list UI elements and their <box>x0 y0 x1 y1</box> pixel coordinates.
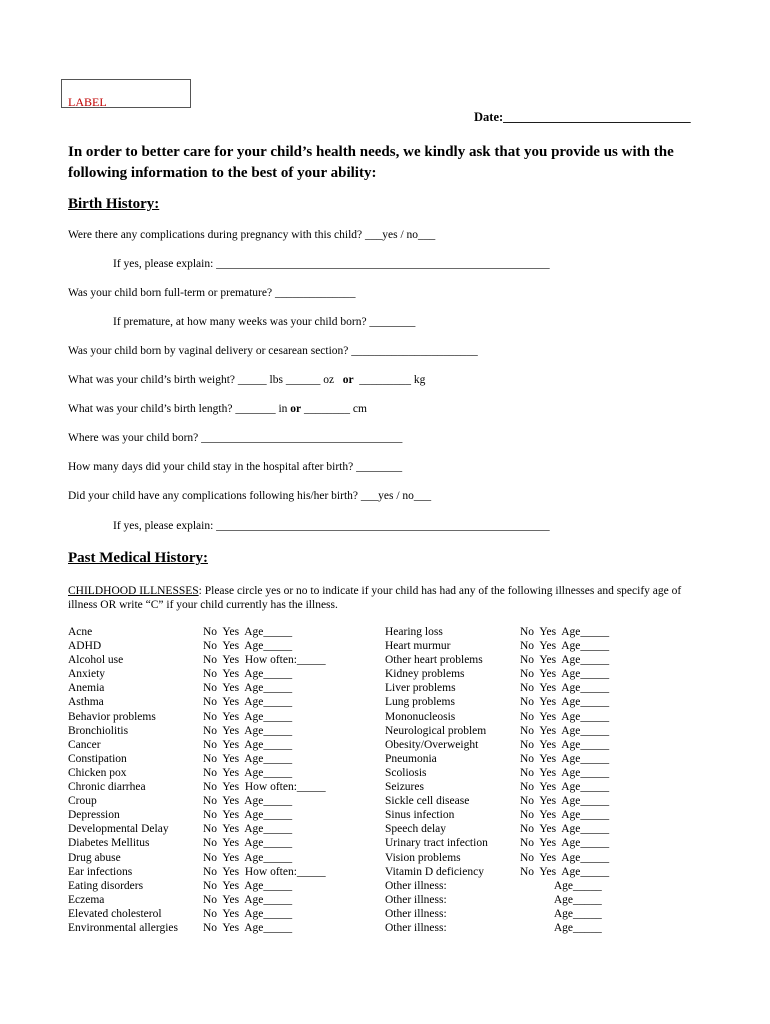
illness-answer[interactable]: No Yes How often:_____ <box>203 865 326 878</box>
illness-answer[interactable]: Age_____ <box>520 893 602 906</box>
illness-name: Sickle cell disease <box>385 795 470 808</box>
illness-name: Depression <box>68 809 120 822</box>
illness-answer[interactable]: No Yes Age_____ <box>203 724 293 737</box>
illness-row[interactable] <box>68 836 368 850</box>
label-box <box>61 79 191 108</box>
illness-name: Lung problems <box>385 696 455 709</box>
illness-row[interactable] <box>385 639 685 653</box>
illness-answer[interactable]: No Yes Age_____ <box>520 654 610 667</box>
illness-name: Mononucleosis <box>385 710 456 723</box>
illness-answer[interactable]: No Yes Age_____ <box>203 851 293 864</box>
illness-row[interactable] <box>385 836 685 850</box>
illness-row[interactable] <box>68 907 368 921</box>
illness-row[interactable] <box>385 695 685 709</box>
illness-row[interactable] <box>68 752 368 766</box>
question-pregnancy-complications[interactable]: Were there any complications during pregnancy with this child? ___yes / no___ <box>68 229 436 241</box>
illness-name: Drug abuse <box>68 851 121 864</box>
illness-answer[interactable]: No Yes Age_____ <box>520 823 610 836</box>
illness-name: Cancer <box>68 738 101 751</box>
question-post-birth-explain[interactable]: If yes, please explain: __________________________________________________________ <box>113 520 550 532</box>
illness-name: Acne <box>68 626 93 638</box>
date-field[interactable]: Date:______________________________ <box>474 110 691 124</box>
illness-name: Heart murmur <box>385 640 451 653</box>
illness-row[interactable] <box>385 865 685 879</box>
illness-row[interactable] <box>68 865 368 879</box>
illness-answer[interactable]: No Yes Age_____ <box>520 851 610 864</box>
illness-row[interactable] <box>385 921 685 935</box>
illness-list-left <box>68 625 368 935</box>
illness-row[interactable] <box>385 907 685 921</box>
illness-name: Bronchiolitis <box>68 724 129 737</box>
question-post-birth-complications[interactable]: Did your child have any complications following his/her birth? ___yes / no___ <box>68 490 432 502</box>
illness-answer[interactable]: No Yes Age_____ <box>520 682 610 695</box>
illness-row[interactable] <box>68 822 368 836</box>
illness-row[interactable] <box>385 724 685 738</box>
illness-name: Chicken pox <box>68 766 127 779</box>
illness-answer[interactable]: No Yes Age_____ <box>520 781 610 794</box>
illness-row[interactable] <box>68 625 368 639</box>
illness-answer[interactable]: No Yes Age_____ <box>520 696 610 709</box>
illness-name: Pneumonia <box>385 752 437 765</box>
illness-answer[interactable]: No Yes Age_____ <box>203 696 293 709</box>
illness-answer[interactable]: No Yes Age_____ <box>203 766 293 779</box>
illness-name: Scoliosis <box>385 766 427 779</box>
illness-row[interactable] <box>385 752 685 766</box>
illness-answer[interactable]: No Yes Age_____ <box>203 752 293 765</box>
illness-name: ADHD <box>68 640 102 653</box>
illness-name: Chronic diarrhea <box>68 781 146 794</box>
question-full-term[interactable]: Was your child born full-term or premature? ______________ <box>68 287 356 299</box>
illness-answer[interactable]: No Yes Age_____ <box>520 626 610 638</box>
illness-answer[interactable]: No Yes Age_____ <box>520 724 610 737</box>
illness-row[interactable] <box>68 667 368 681</box>
or-word: or <box>290 403 302 415</box>
illness-answer[interactable]: No Yes Age_____ <box>203 921 293 934</box>
illness-name: Other illness: <box>385 893 447 906</box>
illness-name: Other heart problems <box>385 654 483 667</box>
illness-answer[interactable]: No Yes Age_____ <box>203 809 293 822</box>
illness-answer[interactable]: No Yes Age_____ <box>520 668 610 681</box>
illness-answer[interactable]: No Yes Age_____ <box>520 738 610 751</box>
illness-name: Anemia <box>68 682 105 695</box>
illness-name: Liver problems <box>385 682 456 695</box>
illness-name: Ear infections <box>68 865 133 878</box>
illness-row[interactable] <box>385 893 685 907</box>
illness-row[interactable] <box>68 851 368 865</box>
illness-answer[interactable]: No Yes Age_____ <box>520 865 610 878</box>
illness-answer[interactable]: Age_____ <box>520 921 602 934</box>
illness-row[interactable] <box>385 879 685 893</box>
illness-name: Croup <box>68 795 97 808</box>
illness-answer[interactable]: No Yes Age_____ <box>203 893 293 906</box>
illness-name: Vision problems <box>385 851 461 864</box>
illness-name: Kidney problems <box>385 668 465 681</box>
illness-answer[interactable]: No Yes Age_____ <box>203 837 293 850</box>
illness-name: Environmental allergies <box>68 921 178 934</box>
illness-name: Constipation <box>68 752 127 765</box>
birth-weight-kg: _________ kg <box>359 374 426 386</box>
illness-name: Anxiety <box>68 668 106 681</box>
illness-answer[interactable]: No Yes Age_____ <box>520 809 610 822</box>
birth-history-heading: Birth History: <box>68 196 160 212</box>
childhood-illnesses-text: : Please circle yes or no to indicate if your child has had any of the following illnesses and specify age of illness OR write “C” if your child currently has the illness. <box>68 585 682 611</box>
intro-text: In order to better care for your child’s health needs, we kindly ask that you provide us with the following information to the best of your ability: <box>68 144 674 181</box>
illness-answer[interactable]: No Yes Age_____ <box>203 738 293 751</box>
illness-answer[interactable]: Age_____ <box>520 879 602 892</box>
illness-name: Asthma <box>68 696 104 709</box>
question-pregnancy-explain[interactable]: If yes, please explain: __________________________________________________________ <box>113 258 550 270</box>
illness-answer[interactable]: No Yes Age_____ <box>520 766 610 779</box>
illness-answer[interactable]: Age_____ <box>520 907 602 920</box>
or-word: or <box>342 374 354 386</box>
illness-row[interactable] <box>68 879 368 893</box>
question-delivery-type[interactable]: Was your child born by vaginal delivery or cesarean section? ______________________ <box>68 345 478 357</box>
illness-name: Behavior problems <box>68 710 156 723</box>
illness-row[interactable] <box>385 667 685 681</box>
illness-answer[interactable]: No Yes Age_____ <box>203 668 293 681</box>
illness-name: Other illness: <box>385 907 447 920</box>
illness-row[interactable] <box>68 893 368 907</box>
illness-row[interactable] <box>68 639 368 653</box>
illness-row[interactable] <box>68 724 368 738</box>
illness-answer[interactable]: No Yes Age_____ <box>203 626 293 638</box>
illness-row[interactable] <box>385 710 685 724</box>
childhood-illnesses-instructions <box>68 584 708 612</box>
illness-name: Eating disorders <box>68 879 144 892</box>
illness-name: Hearing loss <box>385 626 443 638</box>
illness-row[interactable] <box>385 794 685 808</box>
illness-name: Elevated cholesterol <box>68 907 162 920</box>
illness-answer[interactable]: No Yes Age_____ <box>203 682 293 695</box>
illness-row[interactable] <box>68 681 368 695</box>
birth-weight-text: What was your child’s birth weight? _____ lbs ______ oz <box>68 374 335 386</box>
illness-answer[interactable]: No Yes Age_____ <box>203 795 293 808</box>
childhood-illnesses-label: CHILDHOOD ILLNESSES <box>68 585 199 597</box>
question-premature-weeks[interactable]: If premature, at how many weeks was your child born? ________ <box>113 316 416 328</box>
illness-row[interactable] <box>68 710 368 724</box>
illness-answer[interactable]: No Yes Age_____ <box>520 752 610 765</box>
illness-row[interactable] <box>68 766 368 780</box>
illness-answer[interactable]: No Yes Age_____ <box>203 710 293 723</box>
illness-name: Sinus infection <box>385 809 455 822</box>
illness-answer[interactable]: No Yes Age_____ <box>520 710 610 723</box>
illness-row[interactable] <box>385 681 685 695</box>
illness-answer[interactable]: No Yes How often:_____ <box>203 781 326 794</box>
illness-answer[interactable]: No Yes Age_____ <box>520 640 610 653</box>
label-text: LABEL <box>68 95 107 109</box>
illness-row[interactable] <box>68 780 368 794</box>
illness-name: Seizures <box>385 781 424 794</box>
birth-length-cm: ________ cm <box>304 403 367 415</box>
illness-row[interactable] <box>385 851 685 865</box>
question-hospital-days[interactable]: How many days did your child stay in the hospital after birth? ________ <box>68 461 403 473</box>
illness-list-right <box>385 625 685 935</box>
question-birth-weight[interactable] <box>68 375 425 387</box>
past-medical-heading: Past Medical History: <box>68 550 208 566</box>
illness-row[interactable] <box>385 766 685 780</box>
illness-name: Obesity/Overweight <box>385 738 479 751</box>
illness-row[interactable] <box>68 738 368 752</box>
illness-row[interactable] <box>68 921 368 935</box>
illness-name: Vitamin D deficiency <box>385 865 484 878</box>
illness-name: Neurological problem <box>385 724 487 737</box>
illness-row[interactable] <box>68 695 368 709</box>
illness-row[interactable] <box>68 794 368 808</box>
question-birth-length[interactable] <box>68 404 367 416</box>
illness-row[interactable] <box>385 625 685 639</box>
illness-name: Developmental Delay <box>68 823 169 836</box>
illness-name: Eczema <box>68 893 105 906</box>
illness-row[interactable] <box>385 822 685 836</box>
illness-answer[interactable]: No Yes Age_____ <box>203 907 293 920</box>
illness-name: Diabetes Mellitus <box>68 837 150 850</box>
illness-row[interactable] <box>68 653 368 667</box>
illness-name: Other illness: <box>385 921 447 934</box>
illness-answer[interactable]: No Yes Age_____ <box>520 795 610 808</box>
illness-row[interactable] <box>385 738 685 752</box>
illness-name: Other illness: <box>385 879 447 892</box>
illness-answer[interactable]: No Yes Age_____ <box>203 640 293 653</box>
illness-name: Urinary tract infection <box>385 837 488 850</box>
illness-answer[interactable]: No Yes Age_____ <box>203 823 293 836</box>
illness-row[interactable] <box>385 808 685 822</box>
illness-row[interactable] <box>385 780 685 794</box>
illness-row[interactable] <box>385 653 685 667</box>
question-birth-place[interactable]: Where was your child born? ___________________________________ <box>68 432 403 444</box>
illness-name: Speech delay <box>385 823 446 836</box>
birth-length-text: What was your child’s birth length? _______ in <box>68 403 288 415</box>
illness-answer[interactable]: No Yes Age_____ <box>203 879 293 892</box>
illness-answer[interactable]: No Yes How often:_____ <box>203 654 326 667</box>
illness-answer[interactable]: No Yes Age_____ <box>520 837 610 850</box>
illness-name: Alcohol use <box>68 654 124 667</box>
illness-row[interactable] <box>68 808 368 822</box>
